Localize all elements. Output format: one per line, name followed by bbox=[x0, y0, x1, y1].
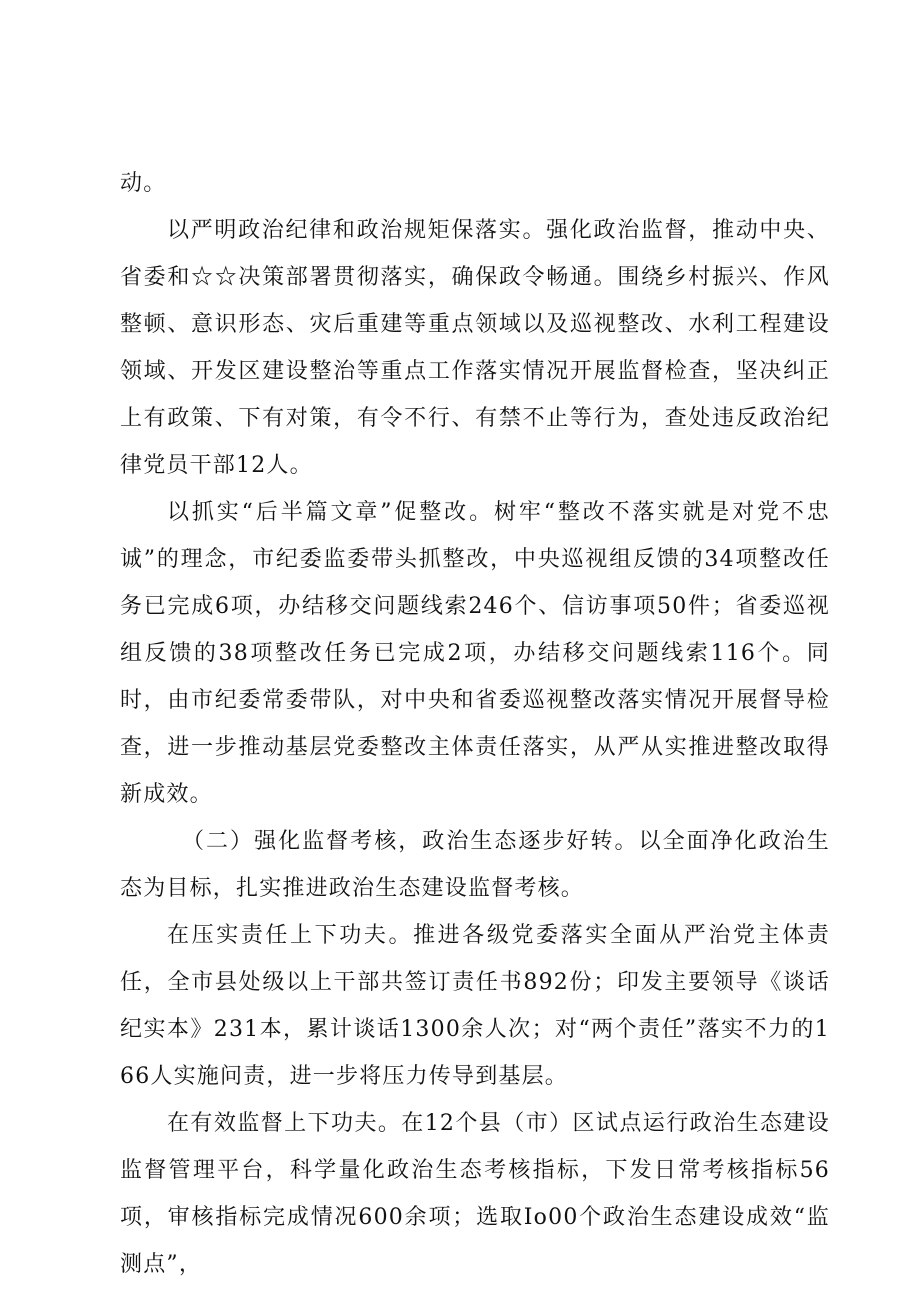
document-body bbox=[120, 160, 830, 1288]
paragraph-effective-supervision: 在有效监督上下功夫。在12个县（市）区试点运行政治生态建设监督管理平台，科学量化政治生态考核指标，下发日常考核指标56项，审核指标完成情况600余项；选取Io00个政治生态建设成效“监测点”， bbox=[120, 1111, 830, 1277]
paragraph-political-discipline: 以严明政治纪律和政治规矩保落实。强化政治监督，推动中央、省委和☆☆决策部署贯彻落实，确保政令畅通。围绕乡村振兴、作风整顿、意识形态、灾后重建等重点领域以及巡视整改、水利工程建设领域、开发区建设整治等重点工作落实情况开展监督检查，坚决纠正上有政策、下有对策，有令不行、有禁不止等行为，查处违反政治纪律党员干部12人。 bbox=[120, 218, 830, 478]
paragraph-continuation: 动。 bbox=[120, 171, 167, 196]
paragraph-rectification: 以抓实“后半篇文章”促整改。树牢“整改不落实就是对党不忠诚”的理念，市纪委监委带头抓整改，中央巡视组反馈的34项整改任务已完成6项，办结移交问题线索246个、信访事项50件；省委巡视组反馈的38项整改任务已完成2项，办结移交问题线索116个。同时，由市纪委常委带队，对中央和省委巡视整改落实情况开展督导检查，进一步推动基层党委整改主体责任落实，从严从实推进整改取得新成效。 bbox=[120, 500, 830, 807]
section-heading-supervision-assessment: （二）强化监督考核，政治生态逐步好转。以全面净化政治生态为目标，扎实推进政治生态建设监督考核。 bbox=[120, 829, 830, 901]
paragraph-responsibility: 在压实责任上下功夫。推进各级党委落实全面从严治党主体责任，全市县处级以上干部共签订责任书892份；印发主要领导《谈话纪实本》231本，累计谈话1300余人次；对“两个责任”落实不力的166人实施问责，进一步将压力传导到基层。 bbox=[120, 923, 830, 1089]
